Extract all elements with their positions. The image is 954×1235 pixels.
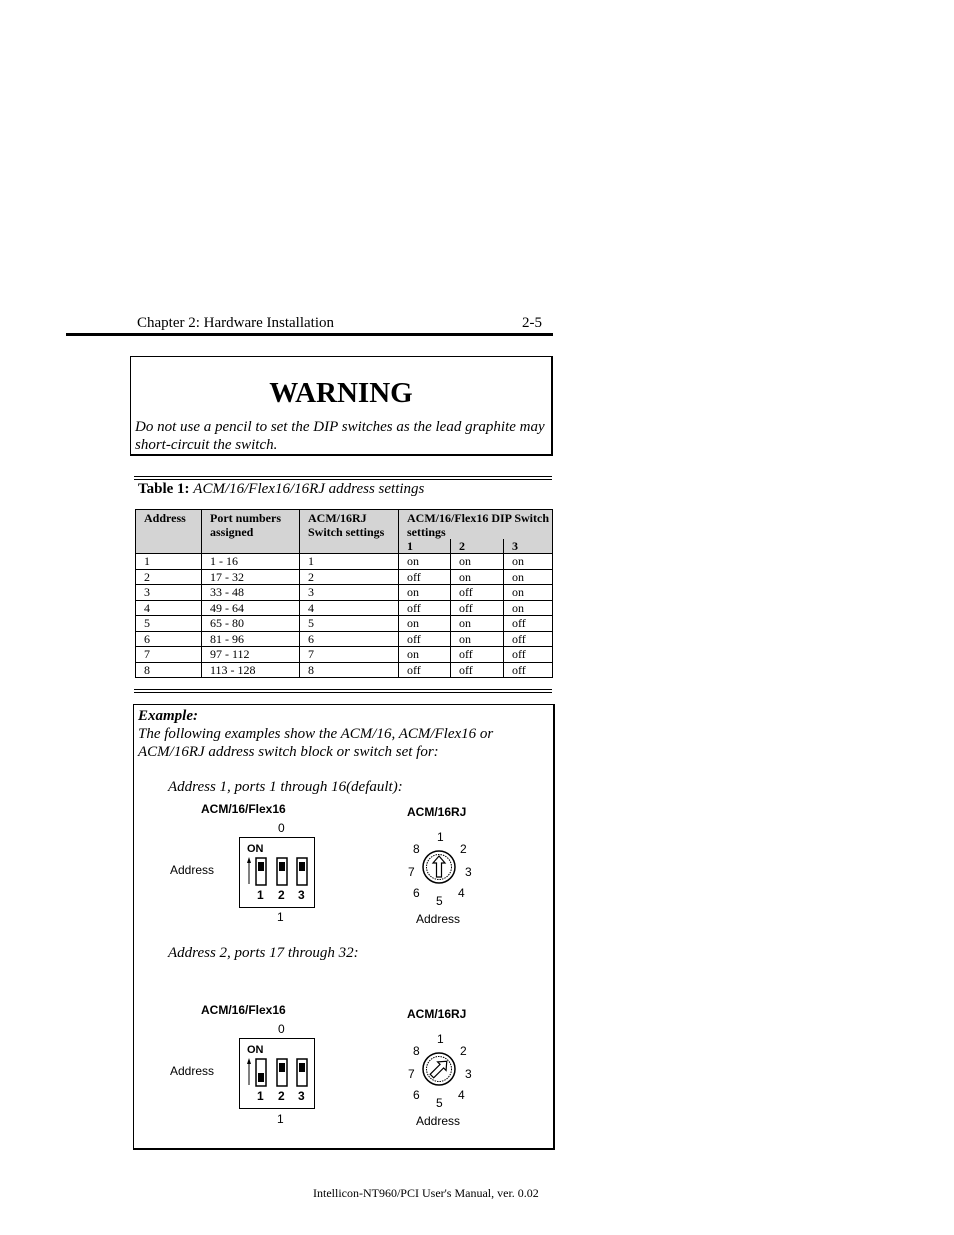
example-text: The following examples show the ACM/16, ACM/Flex16 or ACM/16RJ address switch block or switch set for: [138, 726, 494, 760]
header-dip-1: 1 [399, 539, 451, 554]
dip-switch-graphic [240, 838, 314, 907]
table-cell: 4 [300, 600, 399, 616]
table-caption [138, 481, 424, 498]
dip-switch-2 [277, 858, 287, 885]
dial-number-4: 4 [458, 886, 465, 900]
case-1-rotary-dial [399, 825, 479, 907]
table-cell: off [451, 600, 504, 616]
case-1-rj-title: ACM/16RJ [407, 805, 467, 819]
table-cell: on [504, 554, 553, 570]
header-address: Address [136, 510, 202, 554]
table-cell: 17 - 32 [202, 569, 300, 585]
table-cell: 4 [136, 600, 202, 616]
page-number: 2-5 [522, 315, 542, 331]
table-cell: 2 [300, 569, 399, 585]
dial-number-5: 5 [436, 1096, 443, 1109]
table-row [136, 600, 553, 616]
example-title: Example: [138, 708, 198, 724]
table-cell: on [504, 585, 553, 601]
table-cell: off [504, 616, 553, 632]
dip-on-label: ON [247, 843, 264, 855]
table-cell: off [451, 647, 504, 663]
dial-number-7: 7 [408, 865, 415, 879]
case-2-dip-top: 0 [278, 1022, 285, 1036]
dip-switch-graphic [240, 1039, 314, 1108]
table-cell: 8 [136, 662, 202, 678]
table-cell: 7 [300, 647, 399, 663]
table-cell: on [399, 647, 451, 663]
dip-switch-1 [256, 858, 266, 885]
dial-number-1: 1 [437, 830, 444, 844]
case-2-dip-switch [239, 1038, 315, 1109]
case-2-address-label: Address [170, 1064, 215, 1078]
dip-number-1: 1 [257, 1089, 264, 1103]
table-body [136, 554, 553, 678]
header-dip-3: 3 [504, 539, 553, 554]
table-cell: 7 [136, 647, 202, 663]
case-2-dip-title: ACM/16/Flex16 [201, 1003, 286, 1017]
dip-number-3: 3 [298, 888, 305, 902]
header-ports: Port numbers assigned [202, 510, 300, 554]
dial-number-3: 3 [465, 865, 472, 879]
dial-number-6: 6 [413, 886, 420, 900]
dial-number-7: 7 [408, 1067, 415, 1081]
dip-arrow-head [247, 1058, 251, 1064]
case-2-rotary-dial [399, 1027, 479, 1109]
table-cell: off [451, 585, 504, 601]
dial-number-6: 6 [413, 1088, 420, 1102]
table-cell: off [399, 569, 451, 585]
dip-number-3: 3 [298, 1089, 305, 1103]
case-2-rj-label: Address [416, 1114, 461, 1128]
dial-number-1: 1 [437, 1032, 444, 1046]
table-cell: 6 [136, 631, 202, 647]
table-cell: 97 - 112 [202, 647, 300, 663]
example-box [133, 704, 555, 1150]
warning-text: Do not use a pencil to set the DIP switches as the lead graphite may short-circuit the switch. [135, 419, 545, 453]
header-rj: ACM/16RJ Switch settings [300, 510, 399, 554]
table-cell: 81 - 96 [202, 631, 300, 647]
dip-on-label: ON [247, 1044, 264, 1056]
dip-number-1: 1 [257, 888, 264, 902]
table-cell: off [399, 600, 451, 616]
table-cell: 5 [136, 616, 202, 632]
table-cell: 8 [300, 662, 399, 678]
table-cell: 5 [300, 616, 399, 632]
warning-title: WARNING [269, 377, 413, 409]
table-row [136, 585, 553, 601]
dial-number-2: 2 [460, 1044, 467, 1058]
table-cell: on [451, 569, 504, 585]
header-rule [66, 333, 553, 336]
table-cell: off [399, 662, 451, 678]
table-cell: on [451, 554, 504, 570]
table-cell: 33 - 48 [202, 585, 300, 601]
dip-arrow-head [247, 857, 251, 863]
table-cell: 1 [300, 554, 399, 570]
case-1-dip-bottom: 1 [277, 910, 284, 924]
case-1-dip-switch [239, 837, 315, 908]
table-cell: 49 - 64 [202, 600, 300, 616]
table-bottom-rule [134, 689, 552, 693]
table-cell: on [399, 616, 451, 632]
dial-number-8: 8 [413, 1044, 420, 1058]
dial-number-2: 2 [460, 842, 467, 856]
dip-switch-1 [256, 1059, 266, 1086]
table-cell: on [504, 569, 553, 585]
dip-number-2: 2 [278, 1089, 285, 1103]
table-cell: off [451, 662, 504, 678]
table-cell: on [399, 585, 451, 601]
table-caption-text: ACM/16/Flex16/16RJ address settings [193, 481, 425, 497]
table-cell: off [504, 662, 553, 678]
table-cell: on [399, 554, 451, 570]
dial-number-4: 4 [458, 1088, 465, 1102]
table-cell: off [399, 631, 451, 647]
table-cell: on [451, 631, 504, 647]
table-cell: 1 - 16 [202, 554, 300, 570]
table-row [136, 631, 553, 647]
table-label: Table 1: [138, 481, 190, 497]
table-cell: 65 - 80 [202, 616, 300, 632]
table-row [136, 647, 553, 663]
case-1-dip-title: ACM/16/Flex16 [201, 802, 286, 816]
dial-number-8: 8 [413, 842, 420, 856]
table-row [136, 554, 553, 570]
table-cell: on [504, 600, 553, 616]
case-1-note: Address 1, ports 1 through 16(default): [168, 779, 403, 795]
footer-text: Intellicon-NT960/PCI User's Manual, ver. 0.02 [313, 1186, 539, 1200]
table-cell: 3 [136, 585, 202, 601]
dip-switch-2 [277, 1059, 287, 1086]
table-row [136, 662, 553, 678]
table-row [136, 616, 553, 632]
chapter-title: Chapter 2: Hardware Installation [137, 315, 335, 331]
warning-box [130, 356, 553, 456]
table-cell: 3 [300, 585, 399, 601]
table-row [136, 569, 553, 585]
table-cell: 1 [136, 554, 202, 570]
header-dip: ACM/16/Flex16 DIP Switch settings [399, 510, 553, 540]
case-2-note: Address 2, ports 17 through 32: [168, 945, 359, 961]
dip-switch-3 [297, 1059, 307, 1086]
table-cell: off [504, 631, 553, 647]
table-cell: on [451, 616, 504, 632]
dip-number-2: 2 [278, 888, 285, 902]
table-cell: 2 [136, 569, 202, 585]
address-settings-table [135, 509, 553, 678]
case-1-rj-label: Address [416, 912, 461, 926]
table-cell: 6 [300, 631, 399, 647]
case-1-dip-top: 0 [278, 821, 285, 835]
table-top-rule [134, 476, 552, 480]
table-cell: 113 - 128 [202, 662, 300, 678]
dip-switch-3 [297, 858, 307, 885]
dial-number-3: 3 [465, 1067, 472, 1081]
dial-number-5: 5 [436, 894, 443, 907]
header-dip-2: 2 [451, 539, 504, 554]
case-2-rj-title: ACM/16RJ [407, 1007, 467, 1021]
case-2-dip-bottom: 1 [277, 1112, 284, 1126]
case-1-address-label: Address [170, 863, 215, 877]
table-cell: off [504, 647, 553, 663]
